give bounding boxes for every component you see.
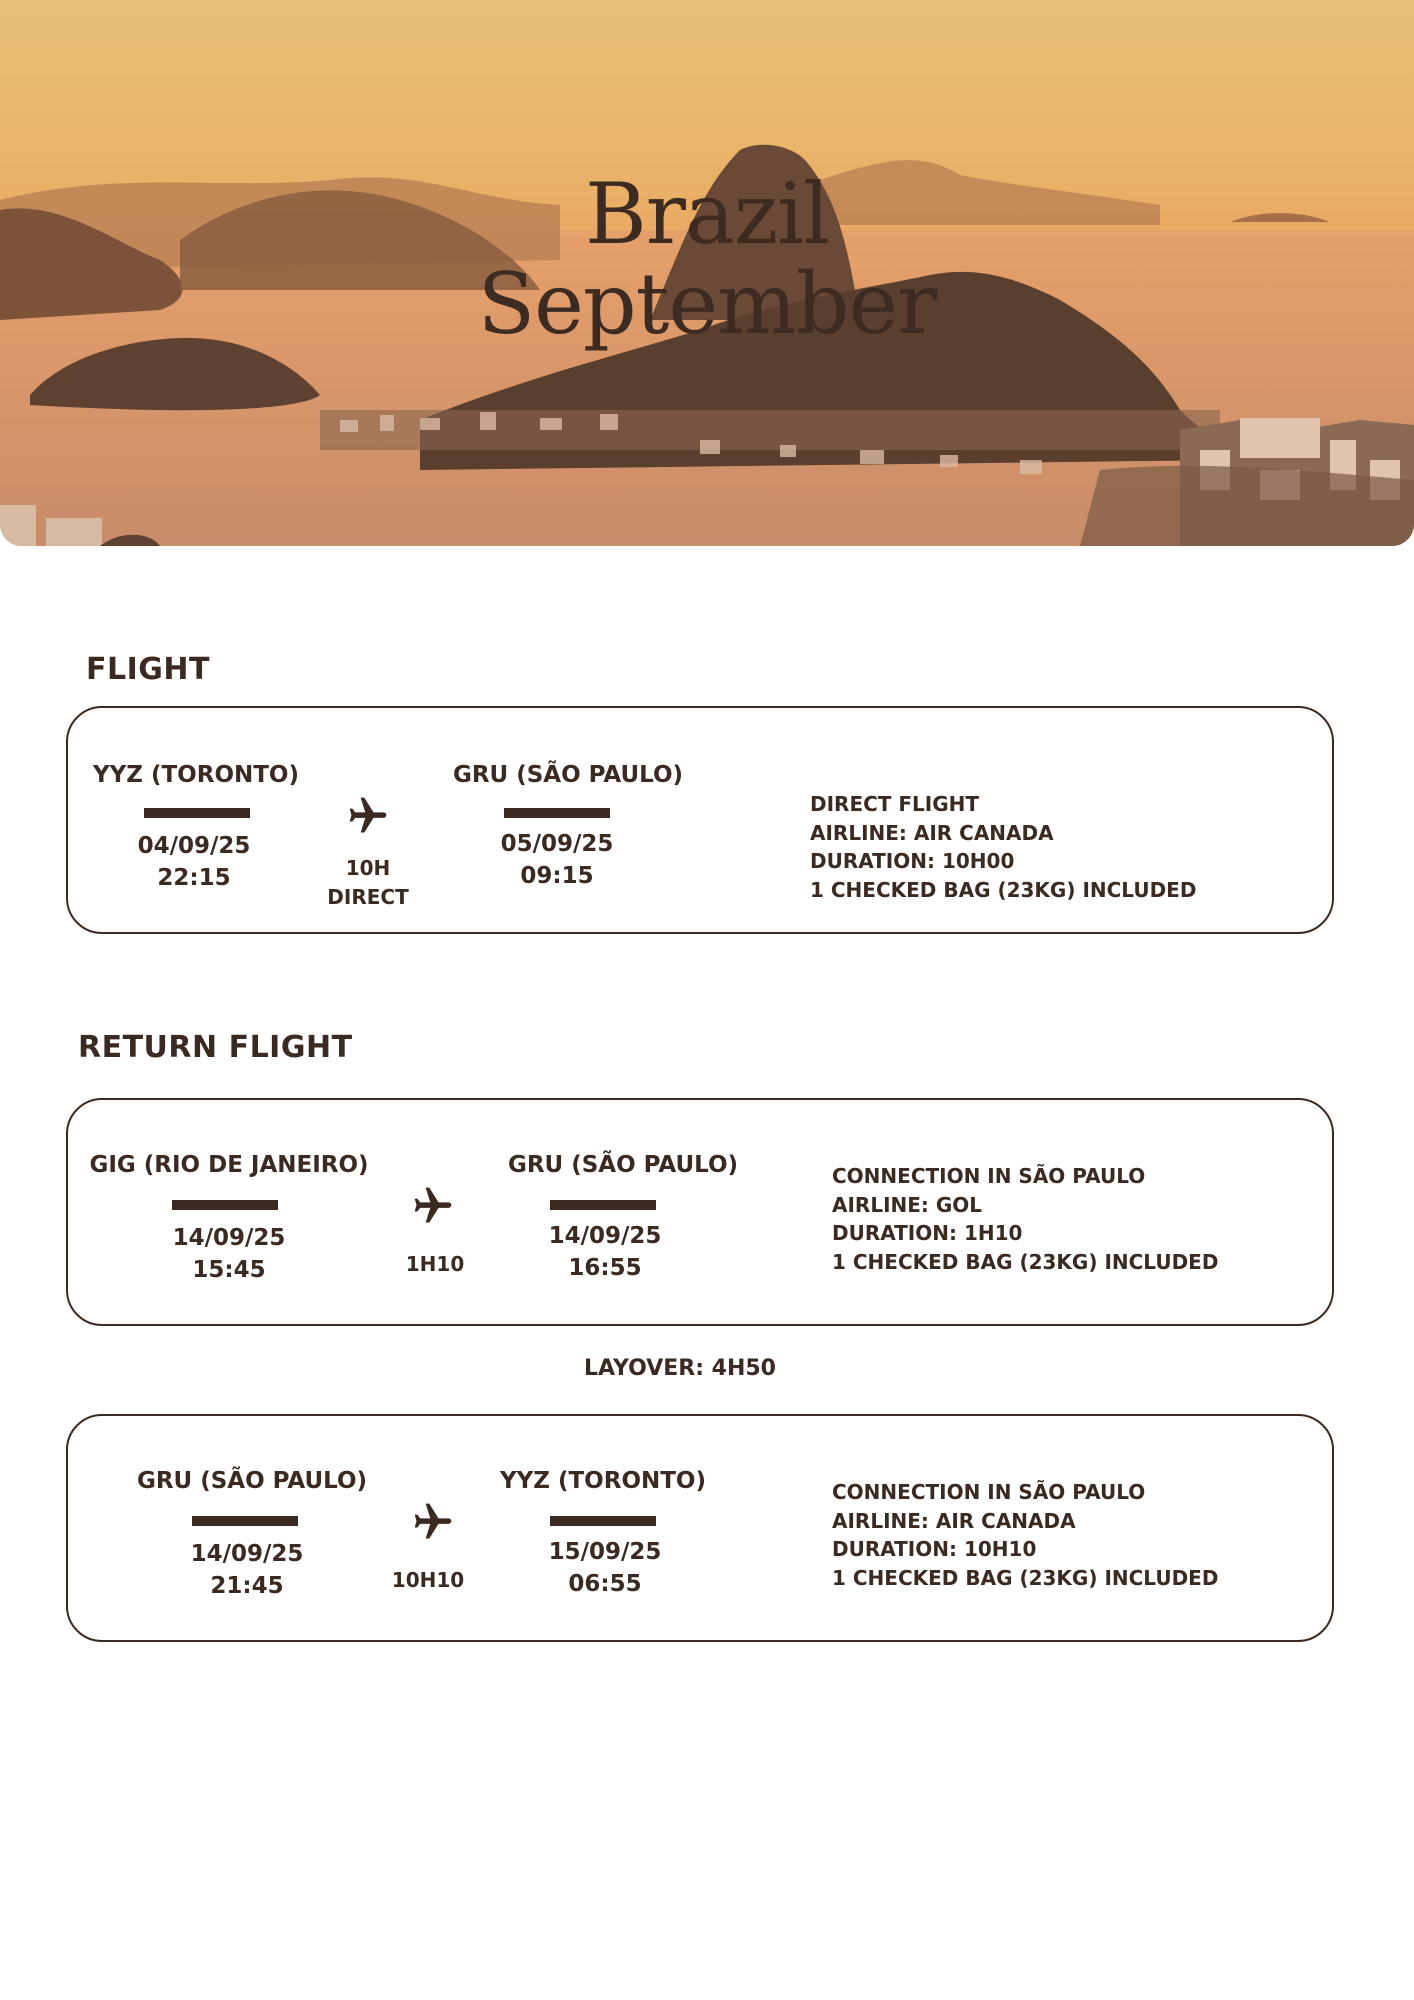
departure-airport: GRU (SÃO PAULO) xyxy=(136,1468,368,1494)
arrival-divider xyxy=(550,1200,656,1210)
airplane-icon xyxy=(410,1500,456,1544)
departure-time: 21:45 xyxy=(210,1573,284,1599)
detail-line: CONNECTION IN SÃO PAULO xyxy=(832,1480,1146,1504)
flight-duration: 10H xyxy=(345,856,391,880)
arrival-date: 15/09/25 xyxy=(548,1539,662,1565)
arrival-date: 05/09/25 xyxy=(500,831,614,857)
detail-line: AIRLINE: AIR CANADA xyxy=(832,1508,1076,1533)
detail-line: DURATION: 1H10 xyxy=(832,1221,1023,1245)
departure-divider xyxy=(192,1516,298,1526)
flight-details xyxy=(832,1162,1218,1276)
section-title-return: RETURN FLIGHT xyxy=(78,1030,353,1065)
layover-label: LAYOVER: 4H50 xyxy=(584,1356,776,1381)
flight-duration: 1H10 xyxy=(405,1252,465,1276)
airplane-icon xyxy=(345,794,391,838)
detail-line: 1 CHECKED BAG (23KG) INCLUDED xyxy=(810,877,1197,902)
departure-time: 22:15 xyxy=(157,865,231,891)
detail-line: 1 CHECKED BAG (23KG) INCLUDED xyxy=(832,1565,1219,1590)
airplane-icon xyxy=(410,1184,456,1228)
detail-line: DURATION: 10H00 xyxy=(810,849,1015,873)
departure-divider xyxy=(144,808,250,818)
flight-card-outbound xyxy=(66,706,1334,934)
arrival-airport: YYZ (TORONTO) xyxy=(499,1468,706,1494)
arrival-time: 16:55 xyxy=(568,1255,642,1281)
departure-divider xyxy=(172,1200,278,1210)
detail-line: DURATION: 10H10 xyxy=(832,1537,1037,1561)
arrival-time: 09:15 xyxy=(520,863,594,889)
hero-title-country: Brazil xyxy=(585,165,829,263)
departure-airport: GIG (RIO DE JANEIRO) xyxy=(89,1152,369,1178)
detail-line: CONNECTION IN SÃO PAULO xyxy=(832,1164,1146,1188)
flight-details xyxy=(810,790,1196,904)
flight-duration: 10H10 xyxy=(391,1568,465,1592)
arrival-divider xyxy=(550,1516,656,1526)
departure-airport: YYZ (TORONTO) xyxy=(92,762,299,788)
detail-line: 1 CHECKED BAG (23KG) INCLUDED xyxy=(832,1249,1219,1274)
detail-line: DIRECT FLIGHT xyxy=(810,792,980,816)
departure-date: 14/09/25 xyxy=(172,1225,286,1251)
detail-line: AIRLINE: AIR CANADA xyxy=(810,820,1054,845)
arrival-airport: GRU (SÃO PAULO) xyxy=(507,1152,739,1178)
arrival-divider xyxy=(504,808,610,818)
flight-details xyxy=(832,1478,1218,1592)
departure-date: 04/09/25 xyxy=(137,833,251,859)
hero-title-month: September xyxy=(477,255,937,353)
arrival-date: 14/09/25 xyxy=(548,1223,662,1249)
arrival-airport: GRU (SÃO PAULO) xyxy=(452,762,684,788)
departure-time: 15:45 xyxy=(192,1257,266,1283)
section-title-flight: FLIGHT xyxy=(86,652,210,687)
departure-date: 14/09/25 xyxy=(190,1541,304,1567)
flight-type: DIRECT xyxy=(327,885,409,909)
flight-card-return-leg2 xyxy=(66,1414,1334,1642)
arrival-time: 06:55 xyxy=(568,1571,642,1597)
flight-card-return-leg1 xyxy=(66,1098,1334,1326)
hero-banner xyxy=(0,0,1414,546)
detail-line: AIRLINE: GOL xyxy=(832,1192,983,1217)
